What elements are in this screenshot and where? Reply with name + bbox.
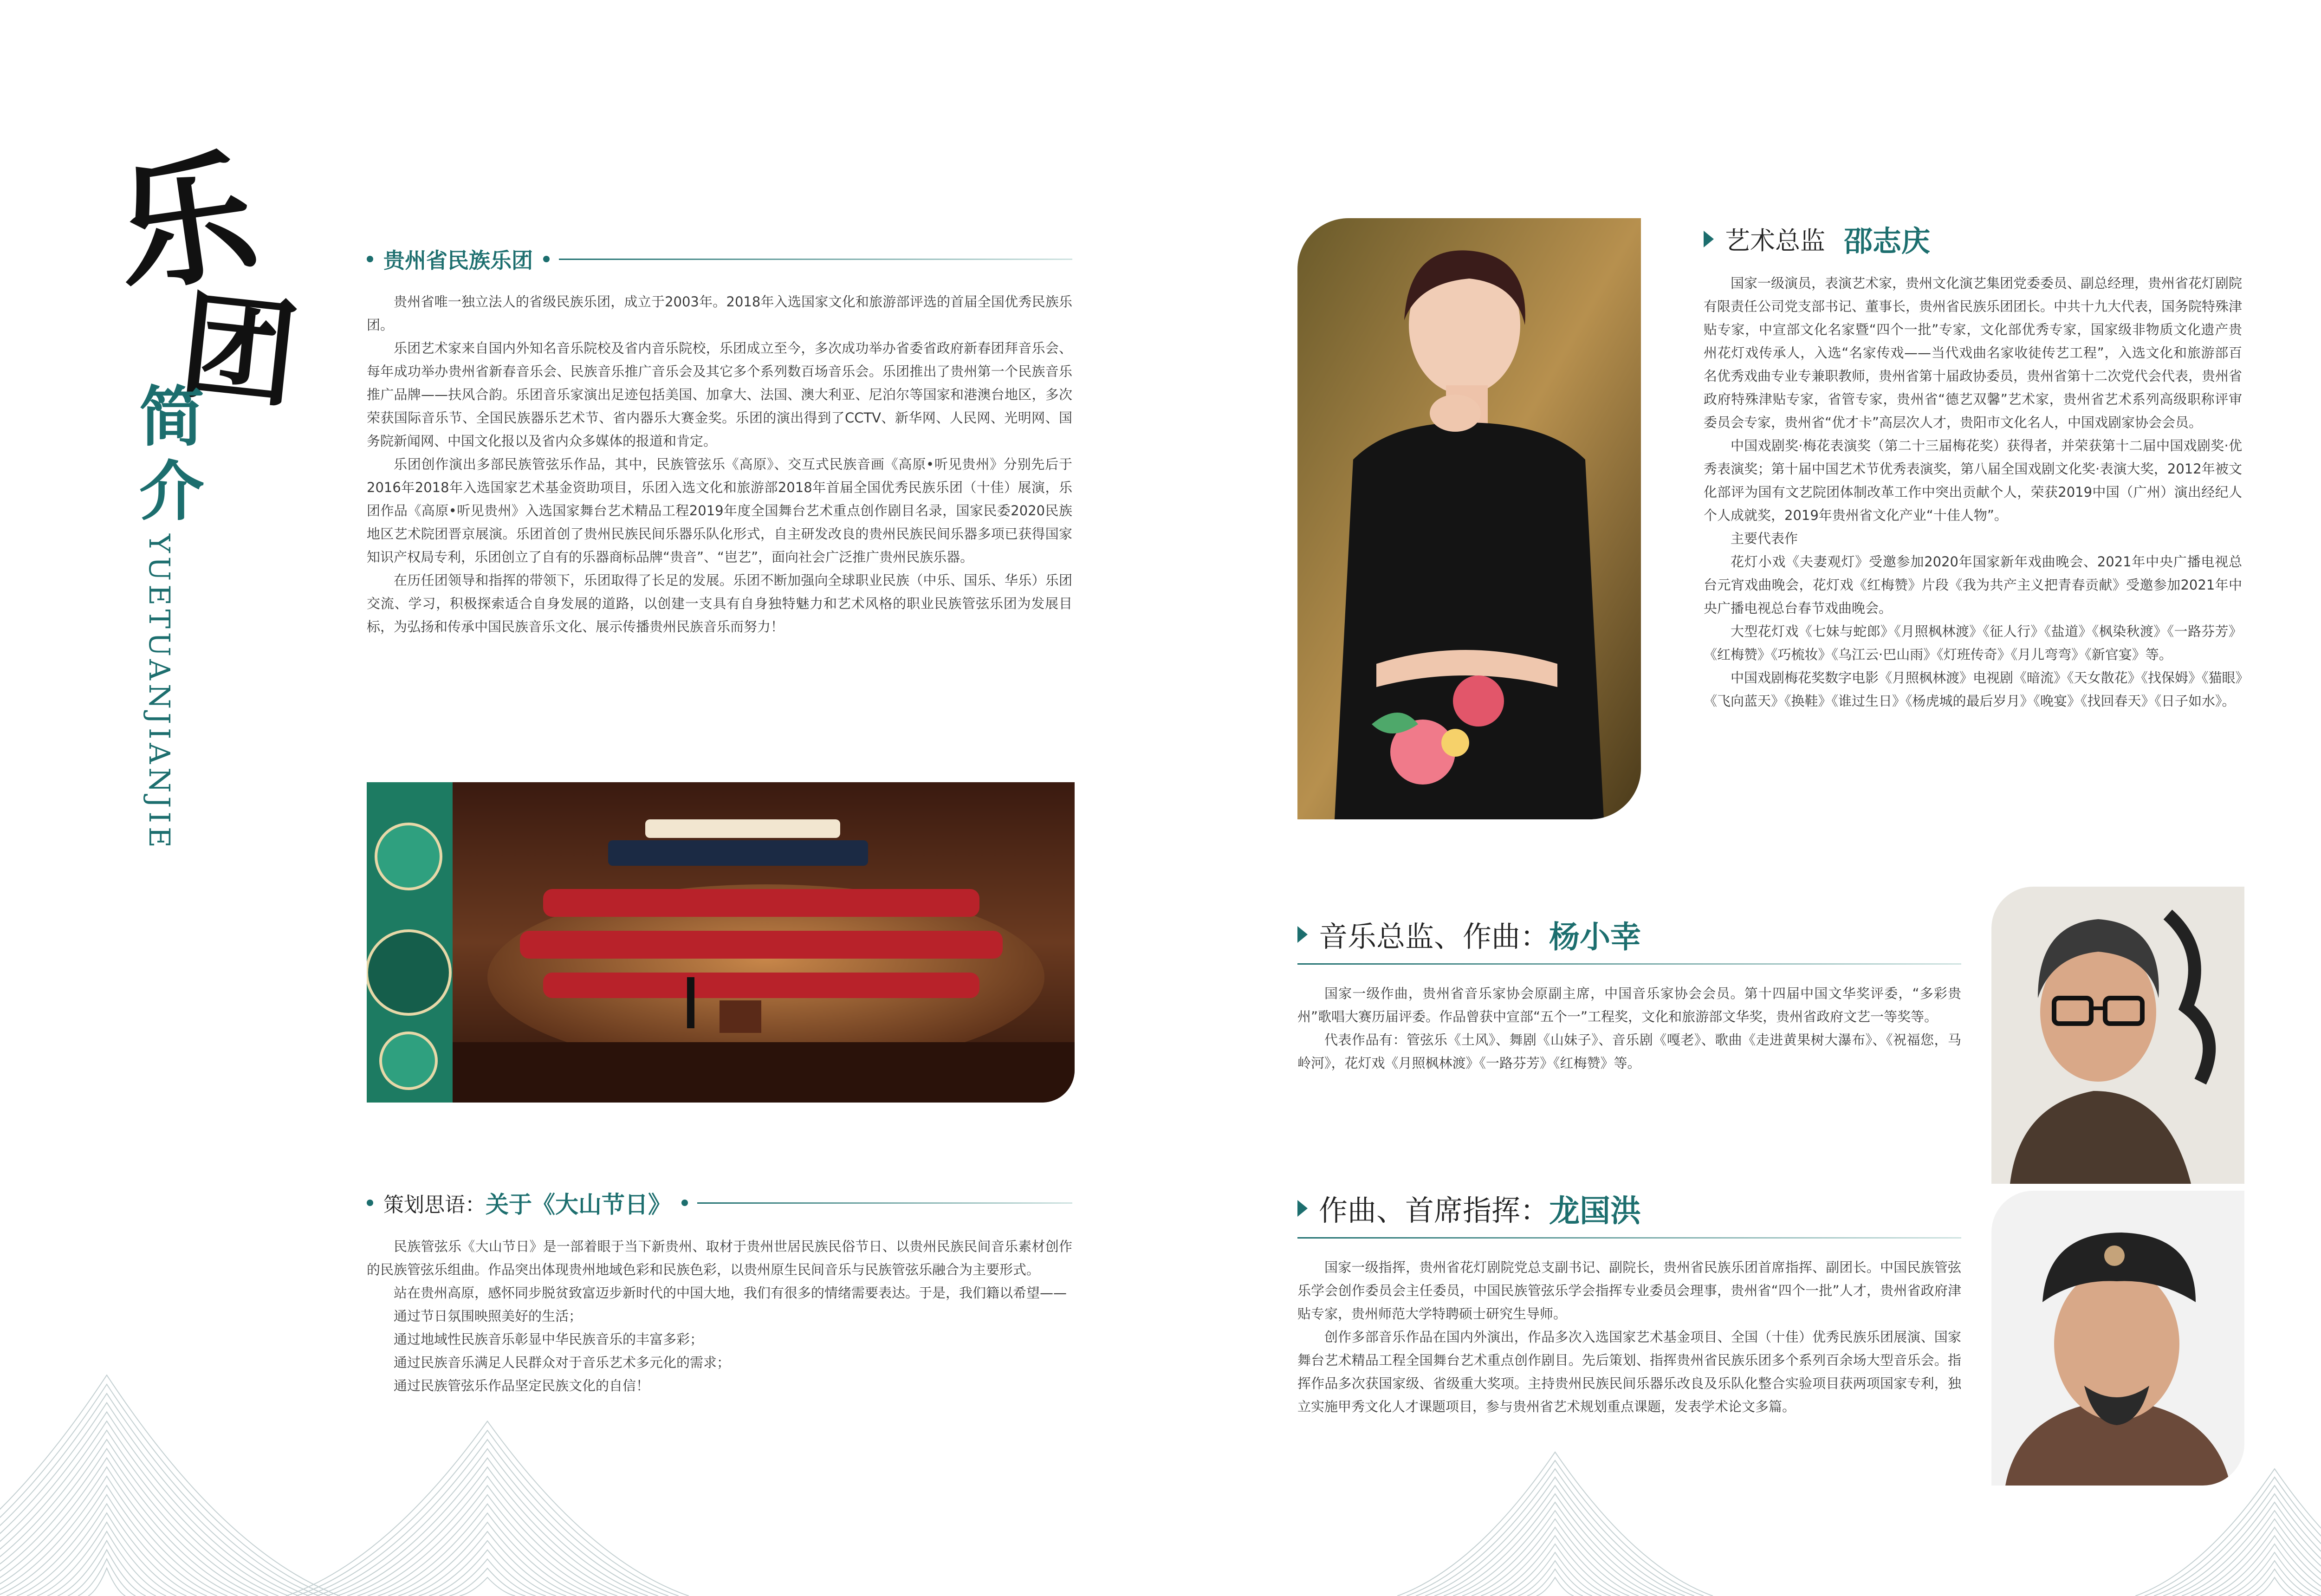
conductor-heading [1297,1186,1961,1230]
planning-heading-label: 策划思语： [383,1193,486,1217]
planning-paragraph: 民族管弦乐《大山节日》是一部着眼于当下新贵州、取材于贵州世居民族民俗节日、以贵州民族民间音乐素材创作的民族管弦乐组曲。作品突出体现贵州地域色彩和民族色彩，以贵州原生民间音乐与民族管弦乐融合为主要形式。 [367,1239,1072,1278]
bullet-dot-icon [367,256,373,262]
orchestra-body [367,290,1072,638]
art-director-paragraph: 花灯小戏《夫妻观灯》受邀参加2020年国家新年戏曲晚会、2021年中央广播电视总台元宵戏曲晚会，花灯戏《红梅赞》片段《我为共产主义把青春贡献》受邀参加2021年中央广播电视总台春节戏曲晚会。 [1704,554,2242,616]
conductor-role: 作曲、首席指挥： [1319,1194,1549,1227]
concert-photo [367,782,1075,1103]
heading-rule [1297,1237,1961,1239]
orchestra-paragraph: 乐团艺术家来自国内外知名音乐院校及省内音乐院校，乐团成立至今，多次成功举办省委省政府新春团拜音乐会、每年成功举办贵州省新春音乐会、民族音乐推广音乐会及其它多个系列数百场音乐会。乐团推出了贵州第一个民族音乐推广品牌——扶风合韵。乐团音乐家演出足迹包括美国、加拿大、法国、澳大利亚、尼泊尔等国家和港澳台地区，多次荣获国际音乐节、全国民族器乐艺术节、省内器乐大赛金奖。乐团的演出得到了CCTV、新华网、人民网、光明网、国务院新闻网、中国文化报以及省内众多媒体的报道和肯定。 [367,340,1072,449]
orchestra-paragraph: 贵州省唯一独立法人的省级民族乐团，成立于2003年。2018年入选国家文化和旅游部评选的首届全国优秀民族乐团。 [367,294,1072,333]
planning-wish-item: 通过地域性民族音乐彰显中华民族音乐的丰富多彩； [394,1331,704,1347]
music-director-heading [1297,912,1957,956]
art-director-body [1704,272,2242,713]
music-director-body [1297,982,1961,1075]
heading-rule [697,1202,1072,1204]
triangle-bullet-icon [1704,231,1714,247]
music-director-role: 音乐总监、作曲： [1319,920,1549,954]
triangle-bullet-icon [1297,1200,1308,1217]
title-char-jie: 介 [139,454,205,530]
orchestra-heading [367,244,1072,274]
art-director-paragraph: 大型花灯戏《七妹与蛇郎》《月照枫林渡》《征人行》《盐道》《枫染秋渡》《一路芬芳》《红梅赞》《巧梳妆》《乌江云·巴山雨》《灯班传奇》《月儿弯弯》《新官宴》等。 [1704,623,2242,662]
orchestra-paragraph: 乐团创作演出多部民族管弦乐作品，其中，民族管弦乐《高原》、交互式民族音画《高原•听见贵州》分别先后于2016年2018年入选国家艺术基金资助项目，乐团入选文化和旅游部2018年首届全国优秀民族乐团（十佳）展演，乐团作品《高原•听见贵州》入选国家舞台艺术精品工程2019年度全国舞台艺术重点创作剧目名录，国家民委2020民族地区艺术院团晋京展演。乐团首创了贵州民族民间乐器乐队化形式，自主研发改良的贵州民族民间乐器多项已获得国家知识产权局专利，乐团创立了自有的乐器商标品牌“贵音”、“岜艺”，面向社会广泛推广贵州民族乐器。 [367,456,1072,565]
music-director-paragraph: 代表作品有：管弦乐《土风》、舞剧《山妹子》、音乐剧《嘎老》、歌曲《走进黄果树大瀑布》、《祝福您，马岭河》，花灯戏《月照枫林渡》《一路芬芳》《红梅赞》等。 [1297,1032,1961,1071]
music-director-name: 杨小幸 [1549,919,1641,955]
planning-wish-item: 通过民族音乐满足人民群众对于音乐艺术多元化的需求； [394,1355,731,1370]
art-director-subheading: 主要代表作 [1731,531,1798,546]
art-director-portrait [1297,218,1641,819]
music-director-portrait [1991,887,2244,1184]
planning-wish-item: 通过节日氛围映照美好的生活； [394,1308,583,1324]
title-char-yue: 乐 [105,131,266,314]
conductor-body [1297,1256,1961,1418]
art-director-paragraph: 中国戏剧奖·梅花表演奖（第二十三届梅花奖）获得者，并荣获第十二届中国戏剧奖·优秀表演奖；第十届中国艺术节优秀表演奖，第八届全国戏剧文化奖·表演大奖，2012年被文化部评为国有文艺院团体制改革工作中突出贡献个人，荣获2019中国（广州）演出经纪人个人成就奖，2019年贵州省文化产业“十佳人物”。 [1704,438,2242,523]
planning-body [367,1235,1072,1397]
orchestra-heading-text: 贵州省民族乐团 [383,248,533,273]
conductor-name: 龙国洪 [1549,1193,1641,1229]
planning-paragraph: 站在贵州高原，感怀同步脱贫致富迈步新时代的中国大地，我们有很多的情绪需要表达。于是，我们籍以希望—— [394,1285,1067,1301]
art-director-role: 艺术总监 [1725,226,1825,255]
art-director-name: 邵志庆 [1844,224,1931,258]
title-char-tuan: 团 [174,276,304,425]
art-director-paragraph: 中国戏剧梅花奖数字电影《月照枫林渡》电视剧《暗流》《天女散花》《找保姆》《猫眼》《飞向蓝天》《换鞋》《谁过生日》《杨虎城的最后岁月》《晚宴》《找回春天》《日子如水》。 [1704,670,2243,709]
heading-rule [559,259,1072,260]
music-director-paragraph: 国家一级作曲，贵州省音乐家协会原副主席，中国音乐家协会会员。第十四届中国文华奖评委，“多彩贵州”歌唱大赛历届评委。作品曾获中宣部“五个一”工程奖，文化和旅游部文华奖，贵州省政府文艺一等奖等。 [1297,986,1961,1025]
orchestra-paragraph: 在历任团领导和指挥的带领下，乐团取得了长足的发展。乐团不断加强向全球职业民族（中乐、国乐、华乐）乐团交流、学习，积极探索适合自身发展的道路，以创建一支具有自身独特魅力和艺术风格的职业民族管弦乐团为发展目标，为弘扬和传承中国民族音乐文化、展示传播贵州民族音乐而努力！ [367,572,1072,635]
title-pinyin: YUETUANJIANJIE [143,534,176,852]
conductor-portrait [1991,1191,2244,1486]
title-char-jian: 简 [139,380,205,455]
planning-wish-item: 通过民族管弦乐作品坚定民族文化的自信！ [394,1378,650,1394]
planning-heading-title: 关于《大山节日》 [486,1191,671,1218]
bullet-dot-icon [681,1200,688,1206]
bullet-dot-icon [367,1200,373,1206]
art-director-heading [1704,218,1930,260]
planning-heading [367,1186,1072,1220]
heading-rule [1297,963,1961,965]
bullet-dot-icon [543,256,550,262]
conductor-paragraph: 创作多部音乐作品在国内外演出，作品多次入选国家艺术基金项目、全国（十佳）优秀民族乐团展演、国家舞台艺术精品工程全国舞台艺术重点创作剧目。先后策划、指挥贵州省民族乐团多个系列百余场大型音乐会。指挥作品多次获国家级、省级重大奖项。主持贵州民族民间乐器乐改良及乐队化整合实验项目获两项国家专利，独立实施甲秀文化人才课题项目，参与贵州省艺术规划重点课题，发表学术论文多篇。 [1297,1329,1961,1414]
conductor-paragraph: 国家一级指挥，贵州省花灯剧院党总支副书记、副院长，贵州省民族乐团首席指挥、副团长。中国民族管弦乐学会创作委员会主任委员，中国民族管弦乐学会指挥专业委员会理事，贵州省“四个一批”人才，贵州省政府津贴专家，贵州师范大学特聘硕士研究生导师。 [1297,1259,1961,1322]
art-director-paragraph: 国家一级演员，表演艺术家，贵州文化演艺集团党委委员、副总经理，贵州省花灯剧院有限责任公司党支部书记、董事长，贵州省民族乐团团长。中共十九大代表，国务院特殊津贴专家，中宣部文化名家暨“四个一批”专家，文化部优秀专家，国家级非物质文化遗产贵州花灯戏传承人，入选“名家传戏——当代戏曲名家收徒传艺工程”，入选文化和旅游部百名优秀戏曲专业专兼职教师，贵州省第十届政协委员，贵州省第十二次党代会代表，贵州省政府特殊津贴专家，省管专家，贵州省“德艺双馨”艺术家，贵州省艺术系列高级职称评审委员会专家，贵州省“优才卡”高层次人才，贵阳市文化名人，中国戏剧家协会会员。 [1704,275,2243,430]
triangle-bullet-icon [1297,926,1308,943]
